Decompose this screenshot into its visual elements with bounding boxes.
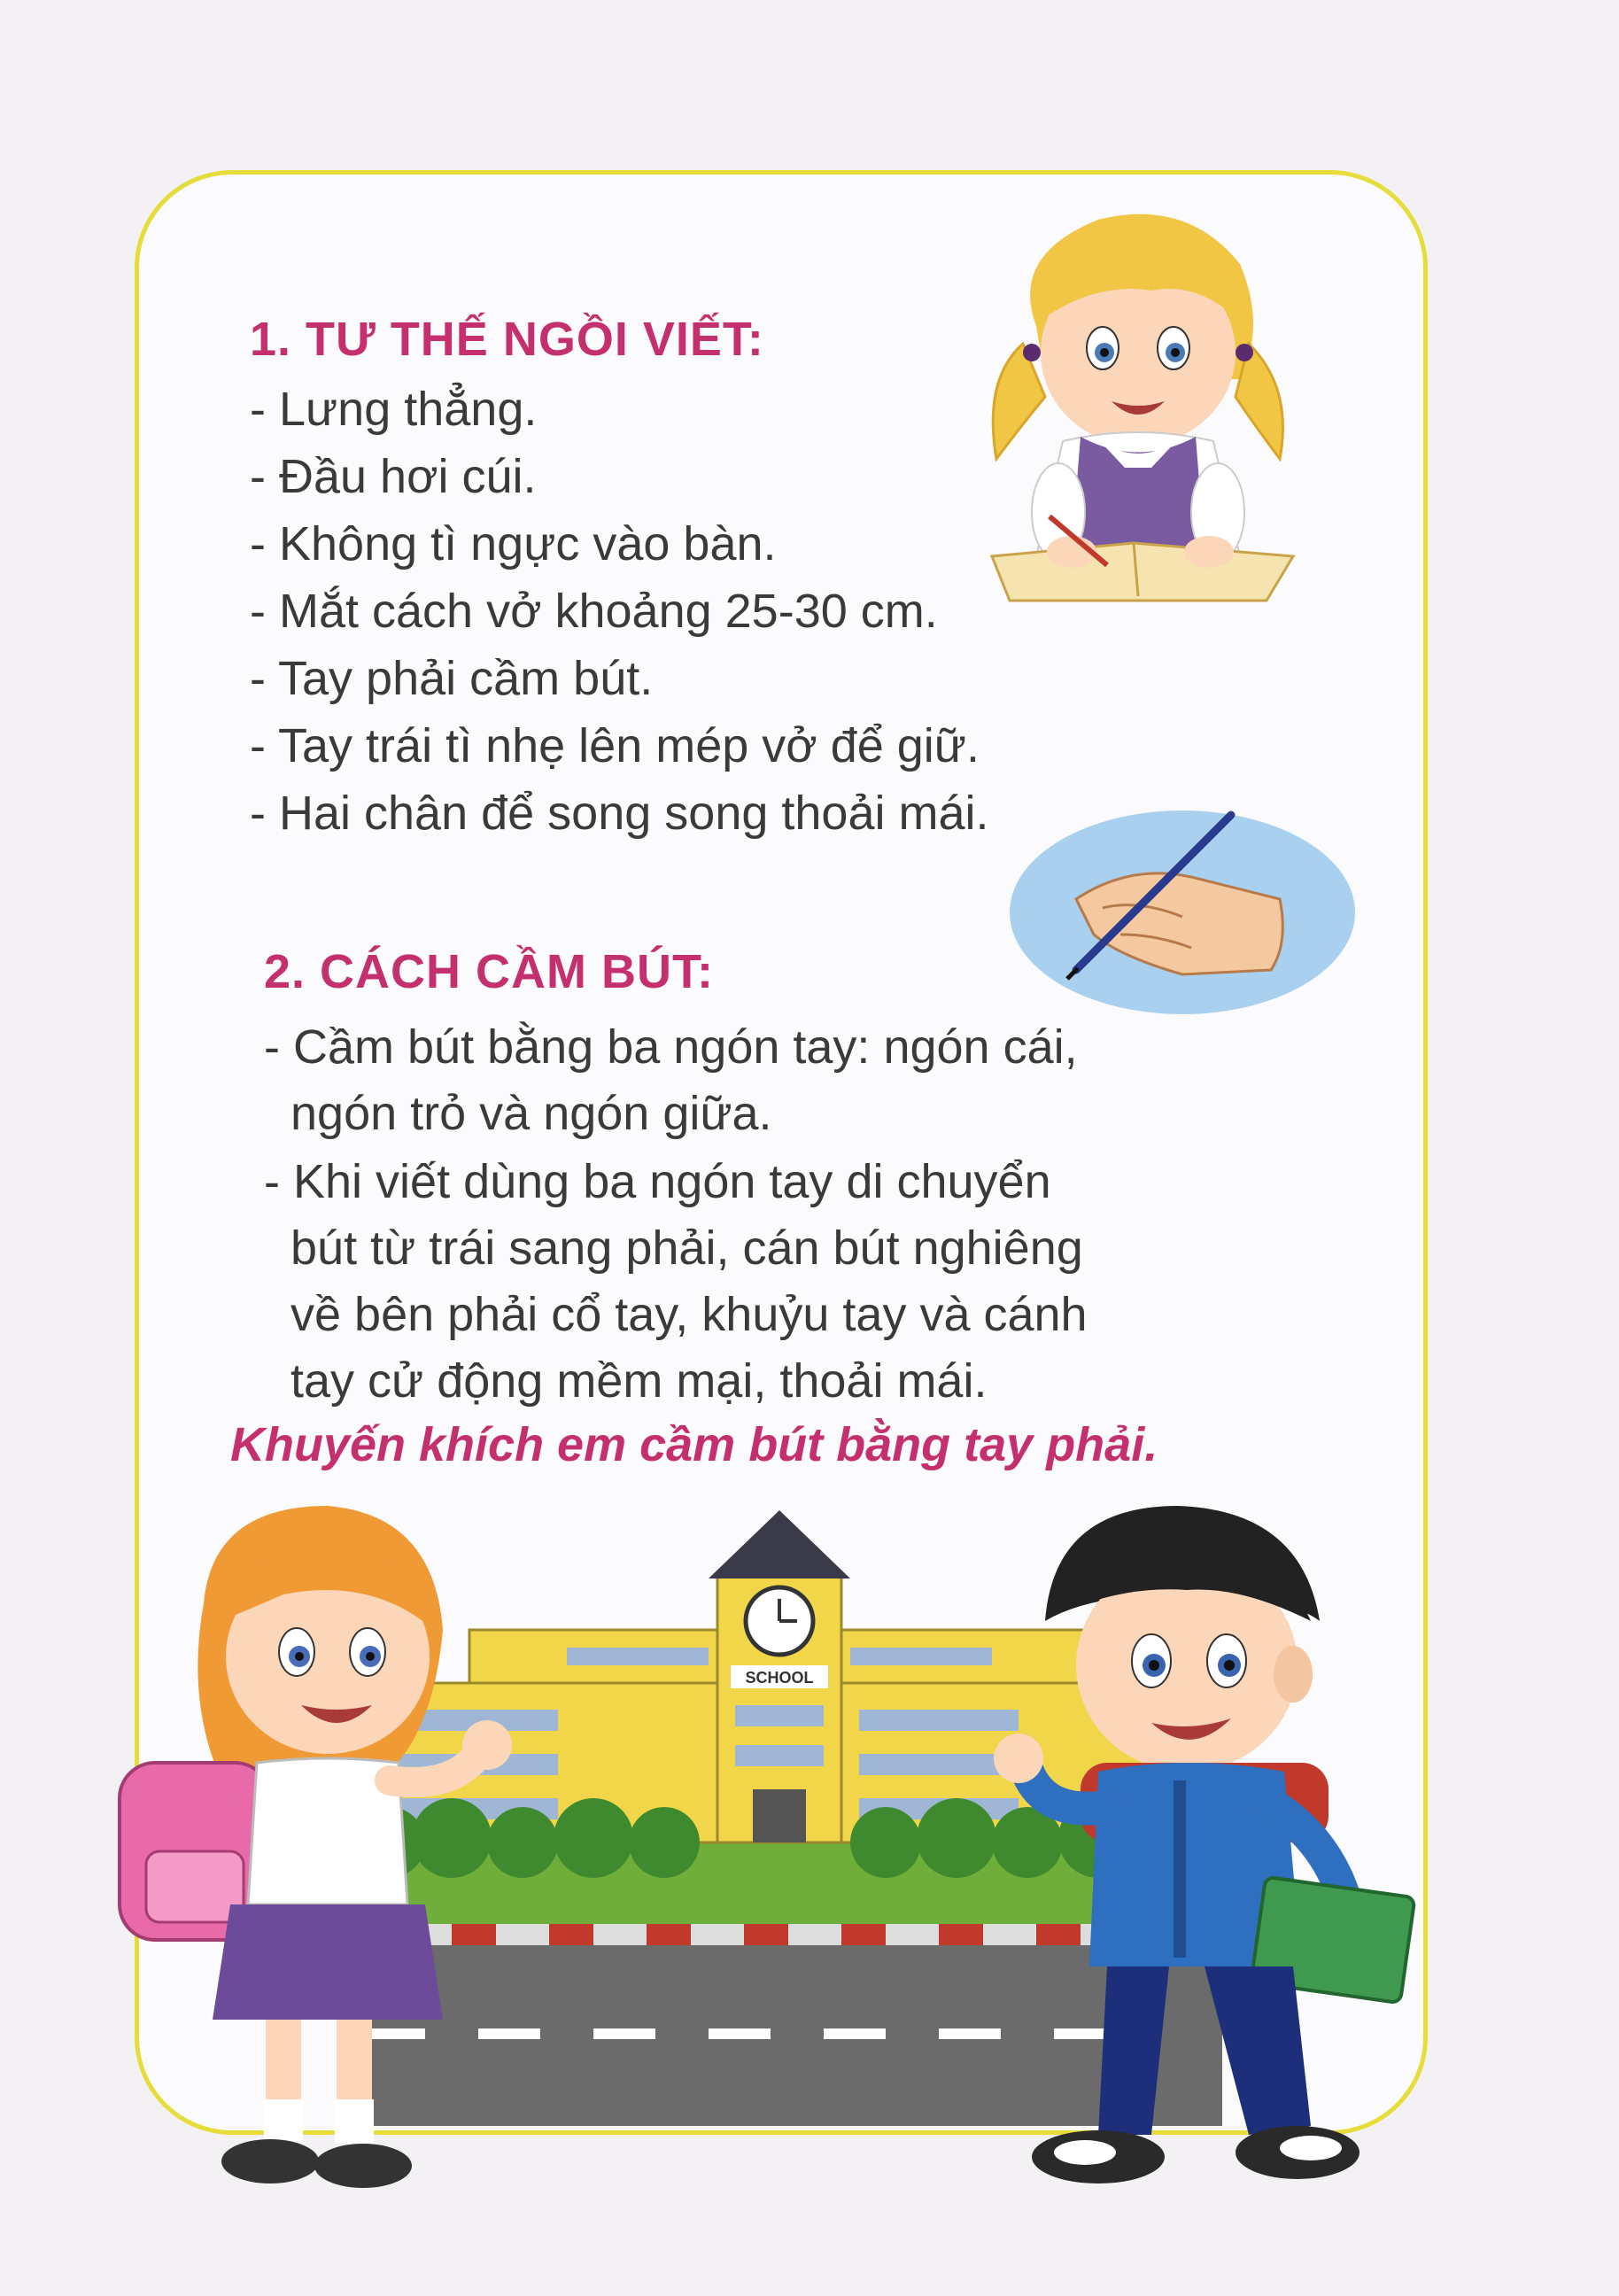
pen-holding-paragraph-1 (264, 1014, 1078, 1147)
list-item: - Mắt cách vở khoảng 25-30 cm. (250, 585, 938, 638)
paragraph-line: ngón trỏ và ngón giữa. (264, 1087, 772, 1140)
paragraph-line: bút từ trái sang phải, cán bút nghiêng (264, 1222, 1083, 1275)
list-item: - Lưng thẳng. (250, 383, 538, 436)
pen-holding-paragraph-2 (264, 1149, 1088, 1415)
hand-holding-pen-illustration (1005, 802, 1359, 1023)
paragraph-line: - Khi viết dùng ba ngón tay di chuyển (264, 1155, 1051, 1208)
section-title-sitting-posture: 1. TƯ THẾ NGỒI VIẾT: (250, 313, 764, 366)
paragraph-line: - Cầm bút bằng ba ngón tay: ngón cái, (264, 1020, 1078, 1074)
sitting-posture-list (250, 376, 989, 847)
paragraph-line: tay cử động mềm mại, thoải mái. (264, 1354, 988, 1408)
boy-with-book-illustration (992, 1488, 1417, 2197)
list-item: - Đầu hơi cúi. (250, 450, 537, 503)
list-item: - Không tì ngực vào bàn. (250, 517, 777, 570)
list-item: - Hai chân để song song thoải mái. (250, 787, 989, 840)
girl-writing-illustration (974, 202, 1311, 609)
section-title-pen-holding: 2. CÁCH CẦM BÚT: (264, 945, 714, 998)
list-item: - Tay trái tì nhẹ lên mép vở để giữ. (250, 719, 980, 772)
list-item: - Tay phải cầm bút. (250, 652, 654, 705)
paragraph-line: về bên phải cổ tay, khuỷu tay và cánh (264, 1288, 1088, 1341)
school-sign: SCHOOL (745, 1669, 814, 1687)
girl-with-backpack-illustration (106, 1497, 514, 2197)
right-hand-tip: Khuyến khích em cầm bút bằng tay phải. (230, 1418, 1158, 1471)
